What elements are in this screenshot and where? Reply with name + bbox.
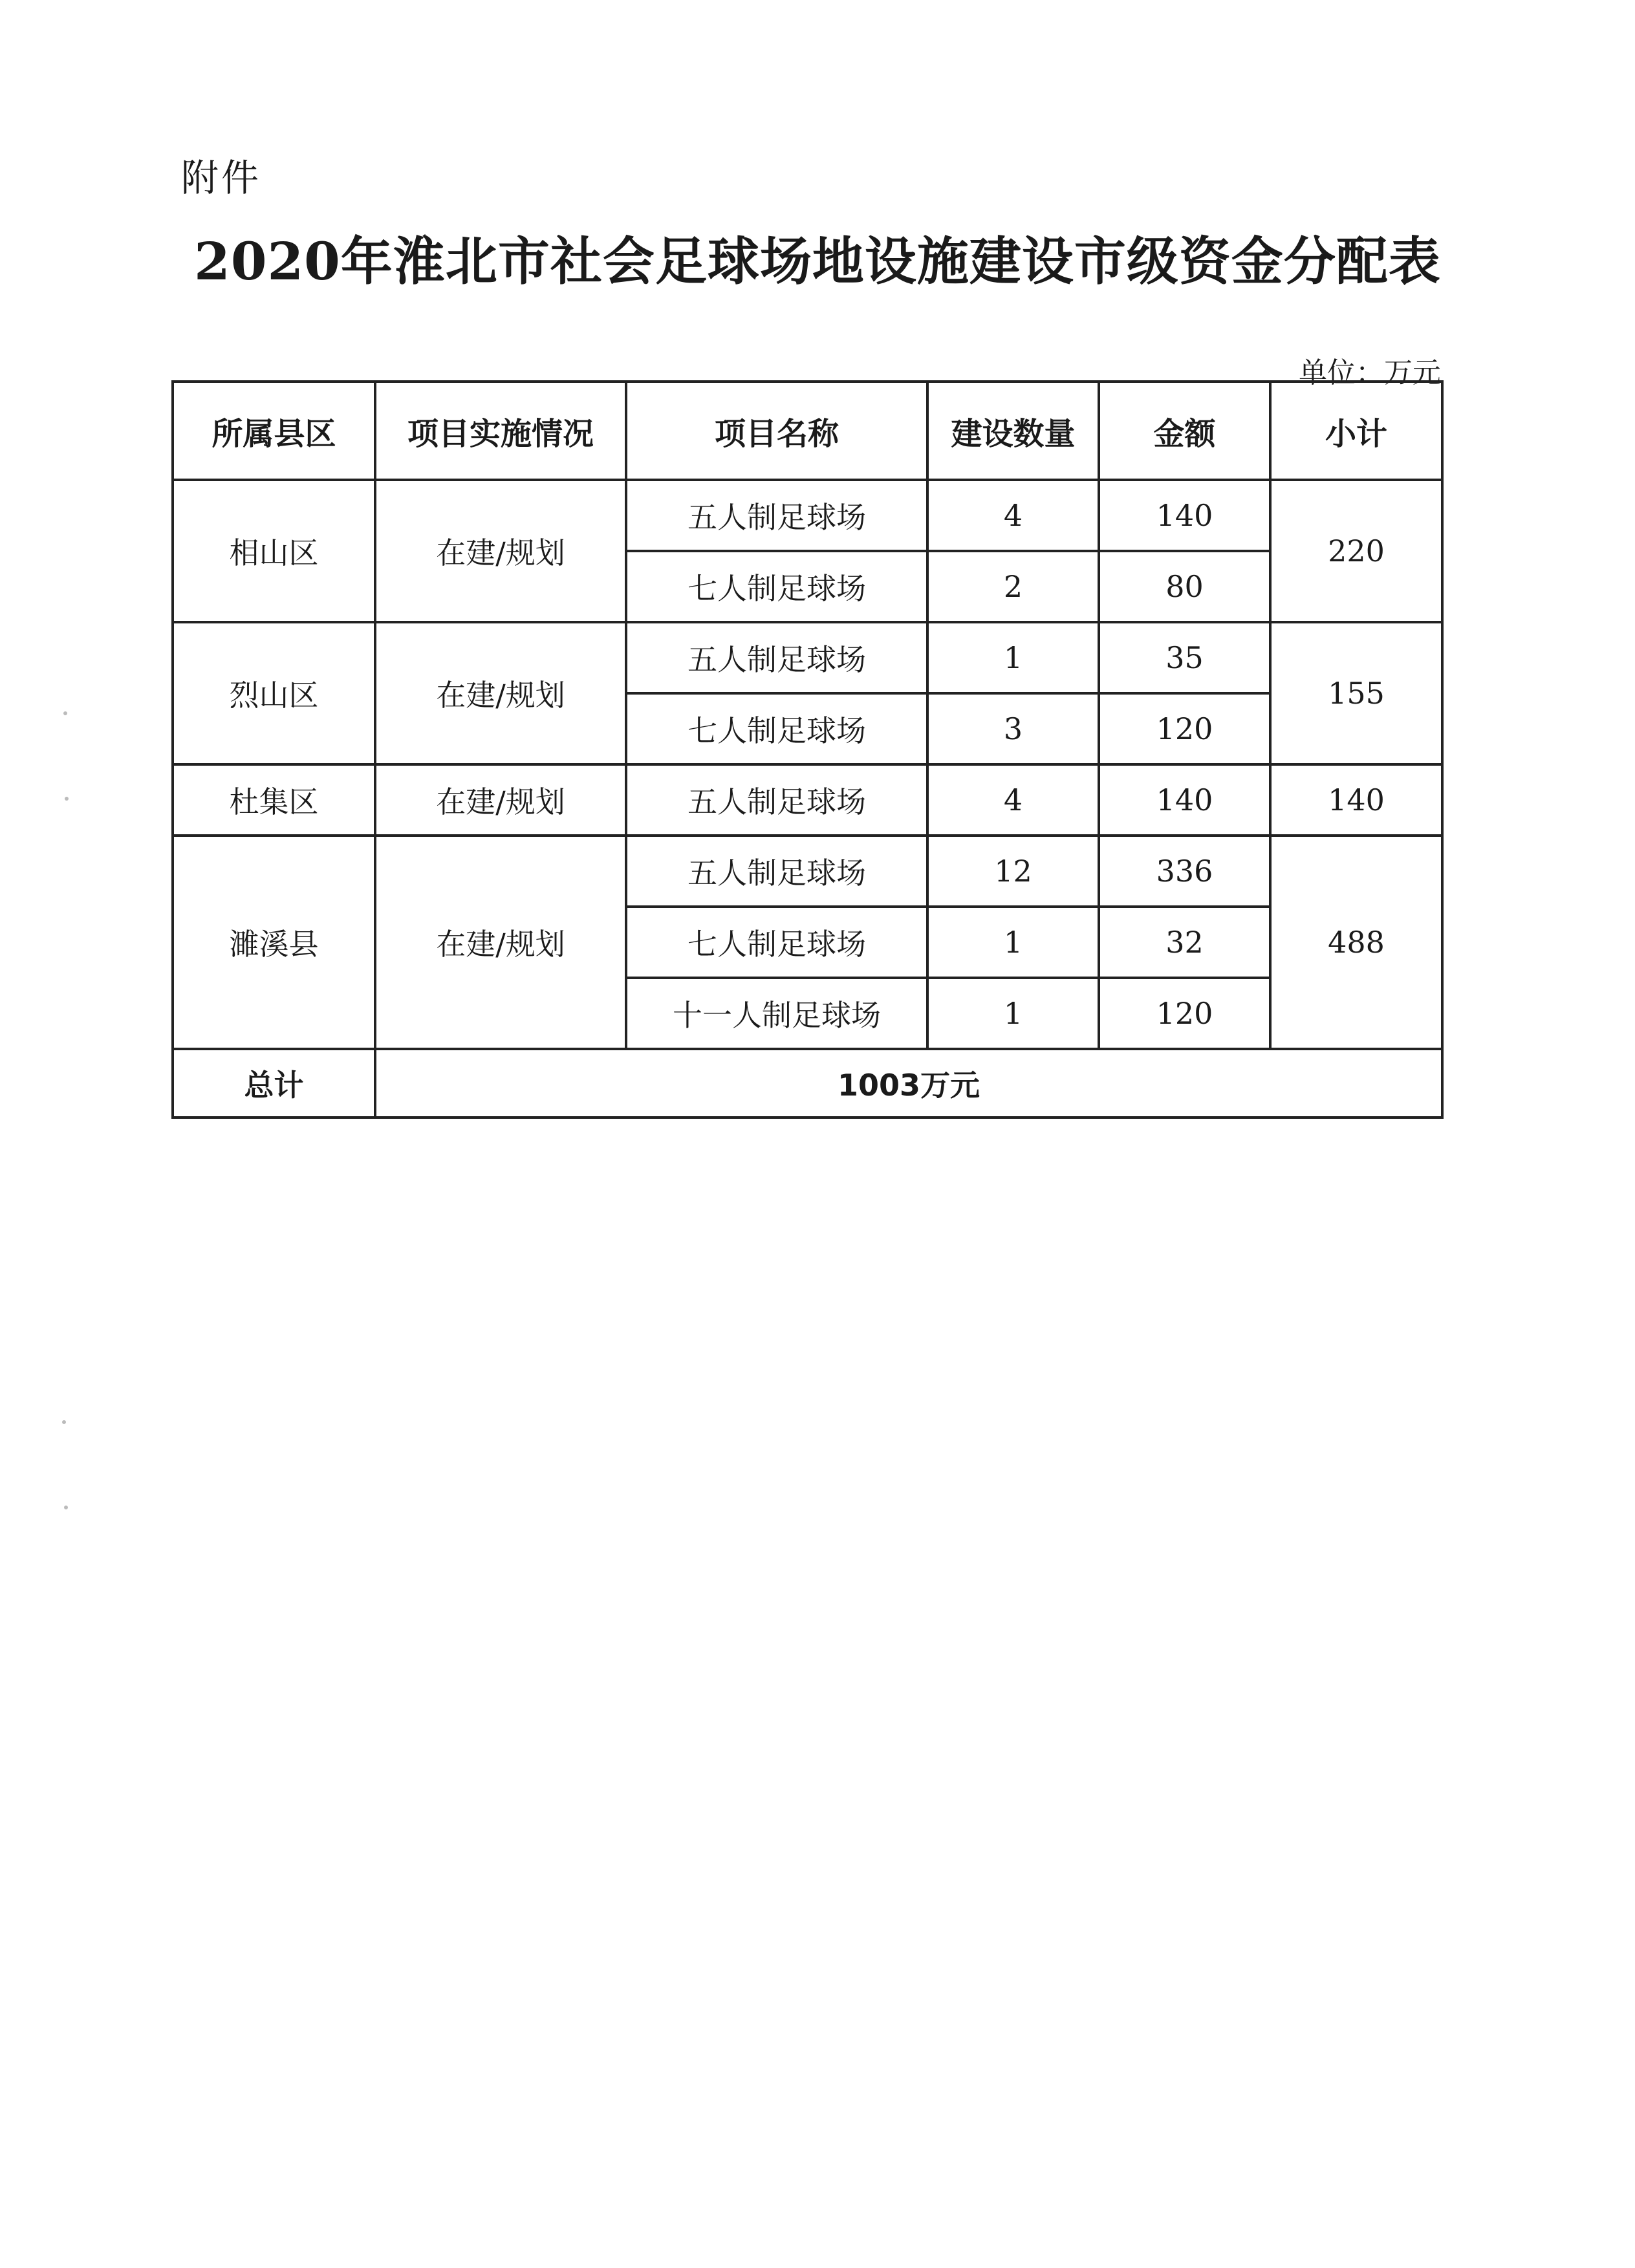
table-row [173, 764, 1442, 836]
status-cell: 在建/规划 [375, 764, 626, 836]
col-header-district: 所属县区 [173, 382, 375, 480]
scan-speck [65, 797, 69, 801]
attachment-label: 附件 [181, 156, 262, 200]
subtotal-cell: 140 [1270, 764, 1442, 836]
document-title: 2020年淮北市社会足球场地设施建设市级资金分配表 [194, 231, 1441, 292]
district-cell: 杜集区 [173, 764, 375, 836]
project-name-cell: 七人制足球场 [626, 551, 927, 622]
project-name-cell: 七人制足球场 [626, 907, 927, 978]
total-label: 总计 [173, 1049, 375, 1118]
project-name-cell: 五人制足球场 [626, 836, 927, 907]
quantity-cell: 1 [927, 622, 1099, 693]
project-name-cell: 十一人制足球场 [626, 978, 927, 1049]
project-name-cell: 五人制足球场 [626, 764, 927, 836]
amount-cell: 35 [1099, 622, 1270, 693]
scan-speck [64, 1506, 68, 1509]
subtotal-cell: 488 [1270, 836, 1442, 1049]
amount-cell: 32 [1099, 907, 1270, 978]
amount-cell: 140 [1099, 764, 1270, 836]
district-cell: 烈山区 [173, 622, 375, 764]
table-header-row [173, 382, 1442, 480]
table-row [173, 622, 1442, 693]
status-cell: 在建/规划 [375, 836, 626, 1049]
amount-cell: 336 [1099, 836, 1270, 907]
quantity-cell: 2 [927, 551, 1099, 622]
district-cell: 相山区 [173, 480, 375, 622]
quantity-cell: 1 [927, 978, 1099, 1049]
col-header-quantity: 建设数量 [927, 382, 1099, 480]
project-name-cell: 五人制足球场 [626, 622, 927, 693]
scan-speck [62, 1420, 66, 1424]
amount-cell: 120 [1099, 978, 1270, 1049]
table-row [173, 480, 1442, 551]
status-cell: 在建/规划 [375, 480, 626, 622]
quantity-cell: 1 [927, 907, 1099, 978]
quantity-cell: 12 [927, 836, 1099, 907]
unit-note: 单位：万元 [1299, 356, 1441, 389]
col-header-status: 项目实施情况 [375, 382, 626, 480]
subtotal-cell: 220 [1270, 480, 1442, 622]
district-cell: 濉溪县 [173, 836, 375, 1049]
amount-cell: 80 [1099, 551, 1270, 622]
amount-cell: 120 [1099, 693, 1270, 764]
table-row [173, 836, 1442, 907]
col-header-amount: 金额 [1099, 382, 1270, 480]
col-header-subtotal: 小计 [1270, 382, 1442, 480]
col-header-project-name: 项目名称 [626, 382, 927, 480]
status-cell: 在建/规划 [375, 622, 626, 764]
total-value: 1003万元 [375, 1049, 1442, 1118]
total-row [173, 1049, 1442, 1118]
project-name-cell: 五人制足球场 [626, 480, 927, 551]
quantity-cell: 4 [927, 764, 1099, 836]
quantity-cell: 4 [927, 480, 1099, 551]
amount-cell: 140 [1099, 480, 1270, 551]
project-name-cell: 七人制足球场 [626, 693, 927, 764]
allocation-table [171, 380, 1444, 1119]
quantity-cell: 3 [927, 693, 1099, 764]
scan-speck [63, 711, 67, 715]
subtotal-cell: 155 [1270, 622, 1442, 764]
